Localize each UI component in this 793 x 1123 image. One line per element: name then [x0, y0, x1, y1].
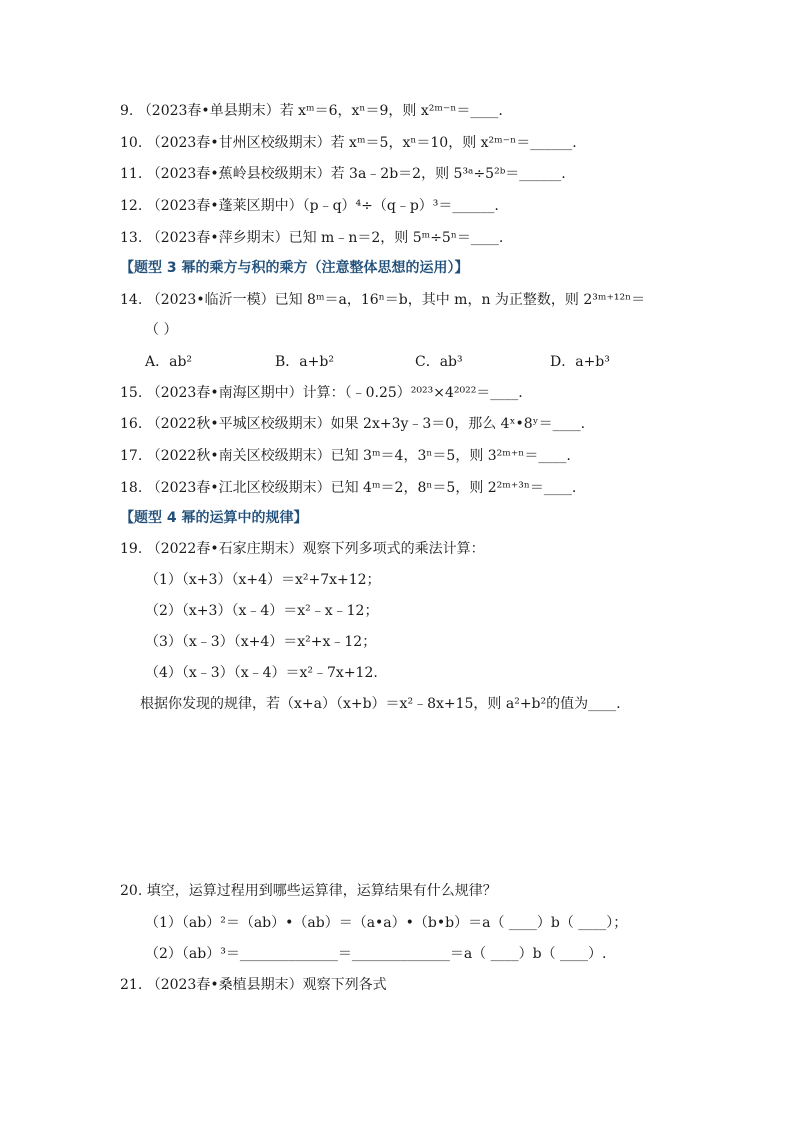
question-12: 12. （2023春•蓬莱区期中）（p﹣q）⁴÷（q﹣p）³＝______. [120, 198, 499, 214]
question-14: 14. （2023•临沂一模）已知 8ᵐ＝a，16ⁿ＝b，其中 m，n 为正整数，则 2³ᵐ⁺¹²ⁿ＝ [120, 292, 646, 308]
question-11: 11. （2023春•蕉岭县校级期末）若 3a﹣2b＝2，则 5³ᵃ÷5²ᵇ＝______. [120, 166, 566, 182]
question-21: 21. （2023春•桑植县期末）观察下列各式 [120, 977, 387, 993]
question-19-item-4: （4）（x﹣3）（x﹣4）＝x²﹣7x+12. [145, 665, 378, 681]
option-d: D．a+b³ [550, 354, 610, 370]
question-19-item-3: （3）（x﹣3）（x+4）＝x²+x﹣12； [145, 634, 377, 650]
question-19-item-1: （1）（x+3）（x+4）＝x²+7x+12； [145, 572, 381, 588]
question-20: 20. 填空，运算过程用到哪些运算律，运算结果有什么规律？ [120, 883, 497, 899]
question-19-prompt: 根据你发现的规律，若（x+a）（x+b）＝x²﹣8x+15，则 a²+b²的值为____. [140, 696, 621, 712]
question-16: 16. （2022秋•平城区校级期末）如果 2x+3y﹣3＝0，那么 4ˣ•8ʸ＝____. [120, 416, 586, 432]
question-15: 15. （2023春•南海区期中）计算：（﹣0.25）²⁰²³×4²⁰²²＝____. [120, 385, 523, 401]
option-a: A．ab² [145, 354, 193, 370]
section-heading-3: 【题型 3 幂的乘方与积的乘方（注意整体思想的运用）】 [120, 260, 469, 276]
option-b: B．a+b² [275, 354, 334, 370]
question-17: 17. （2022秋•南关区校级期末）已知 3ᵐ＝4，3ⁿ＝5，则 3²ᵐ⁺ⁿ＝____. [120, 448, 571, 464]
question-13: 13. （2023春•萍乡期末）已知 m﹣n＝2，则 5ᵐ÷5ⁿ＝____. [120, 230, 504, 246]
question-20-item-1: （1）（ab）²＝（ab）•（ab）＝（a•a）•（b•b）＝a（ ____）b（ ____）； [145, 915, 628, 931]
question-19: 19. （2022春•石家庄期末）观察下列多项式的乘法计算： [120, 541, 485, 557]
question-9: 9. （2023春•单县期末）若 xᵐ＝6，xⁿ＝9，则 x²ᵐ⁻ⁿ＝____. [120, 103, 503, 119]
question-14-options [145, 352, 733, 372]
question-14-blank: （ ） [145, 322, 178, 338]
question-10: 10. （2023春•甘州区校级期末）若 xᵐ＝5，xⁿ＝10，则 x²ᵐ⁻ⁿ＝______. [120, 135, 577, 151]
question-18: 18. （2023春•江北区校级期末）已知 4ᵐ＝2，8ⁿ＝5，则 2²ᵐ⁺³ⁿ＝____. [120, 480, 577, 496]
question-20-item-2: （2）（ab）³＝______________＝______________＝a（ ____）b（ ____）. [145, 946, 607, 962]
question-19-item-2: （2）（x+3）（x﹣4）＝x²﹣x﹣12； [145, 603, 379, 619]
option-c: C．ab³ [415, 354, 463, 370]
section-heading-4: 【题型 4 幂的运算中的规律】 [120, 510, 308, 526]
